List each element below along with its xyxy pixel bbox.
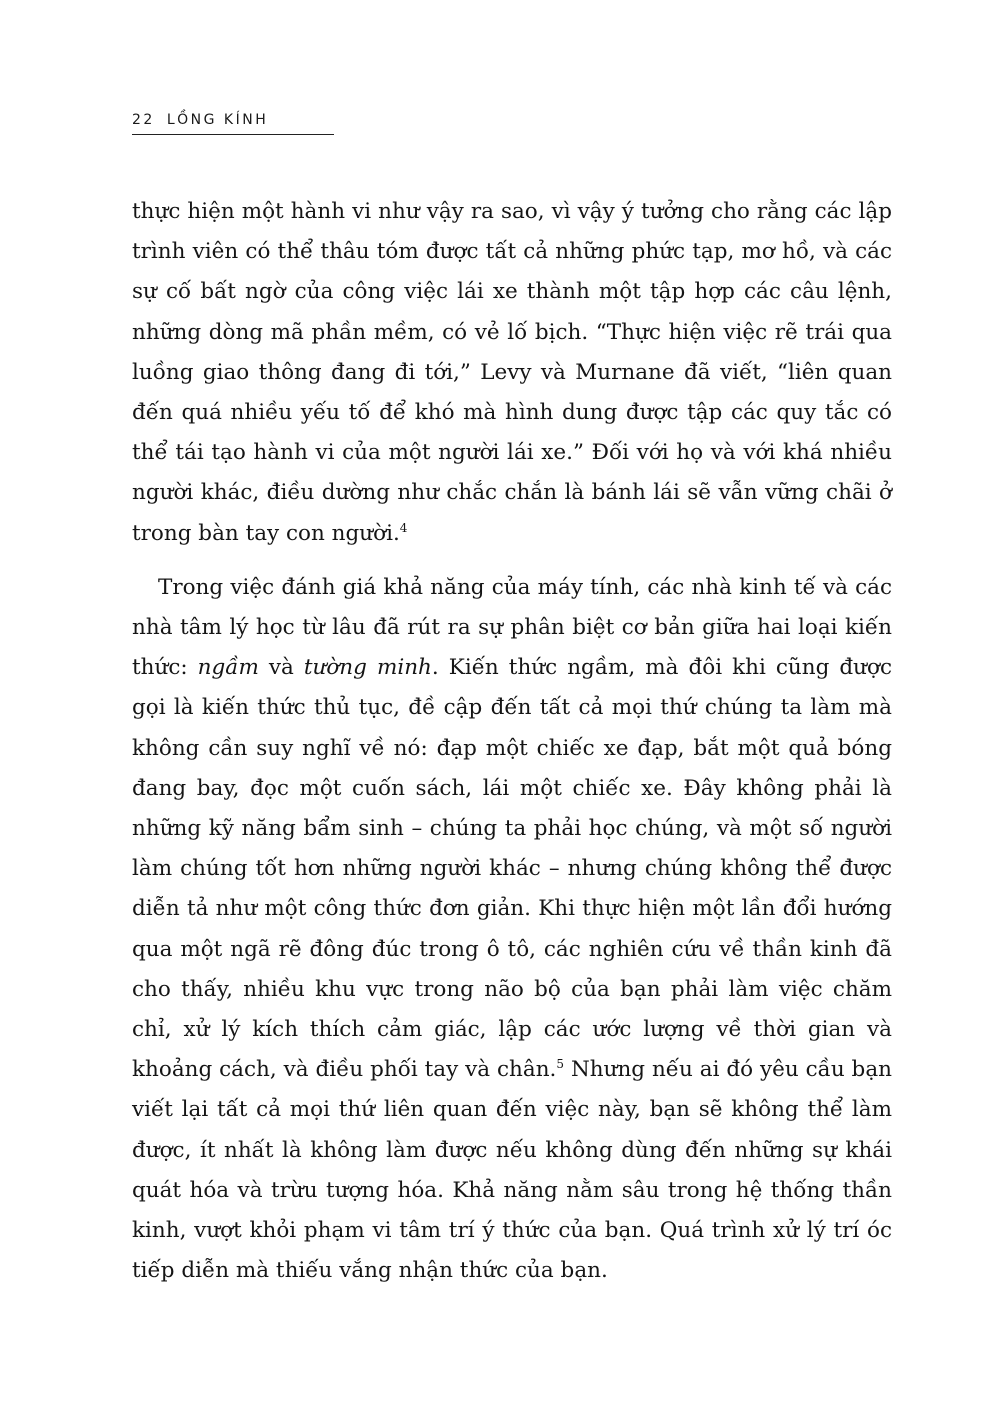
footnote-ref: 5 — [556, 1057, 565, 1072]
paragraph-text: . Kiến thức ngầm, mà đôi khi cũng được gọi là kiến thức thủ tục, đề cập đến tất cả mọi thứ chúng ta làm mà không cần suy nghĩ về nó: đạp một chiếc xe đạp, bắt một quả bóng đang bay, đọc một cuốn sách, lái một chiếc xe. Đây không phải là những kỹ năng bẩm sinh – chúng ta phải học chúng, và một số người làm chúng tốt hơn những người khác – nhưng chúng không thể được diễn tả như một công thức đơn giản. Khi thực hiện một lần đổi hướng qua một ngã rẽ đông đúc trong ô tô, các nghiên cứu về thần kinh đã cho thấy, nhiều khu vực trong não bộ của bạn phải làm việc chăm chỉ, xử lý kích thích cảm giác, lập các ước lượng về thời gian và khoảng cách, và điều phối tay và chân. — [132, 655, 892, 1083]
paragraph — [132, 192, 892, 554]
paragraph-text: và — [258, 655, 304, 681]
page-number: 22 — [132, 112, 155, 128]
italic-term: tường minh — [303, 655, 432, 681]
paragraph-text: thực hiện một hành vi như vậy ra sao, vì vậy ý tưởng cho rằng các lập trình viên có thể thâu tóm được tất cả những phức tạp, mơ hồ, và các sự cố bất ngờ của công việc lái xe thành một tập hợp các câu lệnh, những dòng mã phần mềm, có vẻ lố bịch. “Thực hiện việc rẽ trái qua luồng giao thông đang đi tới,” Levy và Murnane đã viết, “liên quan đến quá nhiều yếu tố để khó mà hình dung được tập các quy tắc có thể tái tạo hành vi của một người lái xe.” Đối với họ và với khá nhiều người khác, điều dường như chắc chắn là bánh lái sẽ vẫn vững chãi ở trong bàn tay con người. — [132, 199, 892, 546]
running-header — [132, 112, 332, 128]
footnote-ref: 4 — [399, 520, 408, 535]
paragraph-text: Nhưng nếu ai đó yêu cầu bạn viết lại tất cả mọi thứ liên quan đến việc này, bạn sẽ không thể làm được, ít nhất là không làm được nếu không dùng đến những sự khái quát hóa và trừu tượng hóa. Khả năng nằm sâu trong hệ thống thần kinh, vượt khỏi phạm vi tâm trí ý thức của bạn. Quá trình xử lý trí óc tiếp diễn mà thiếu vắng nhận thức của bạn. — [132, 1057, 892, 1284]
italic-term: ngầm — [197, 655, 259, 681]
body-text — [132, 192, 892, 1291]
header-rule — [132, 134, 334, 135]
paragraph-text: Trong việc đánh giá khả năng của máy tính, các nhà kinh tế và các nhà tâm lý học từ lâu đã rút ra sự phân biệt cơ bản giữa hai loại kiến thức: — [132, 574, 892, 681]
paragraph — [132, 568, 892, 1292]
book-title: LỒNG KÍNH — [166, 112, 269, 128]
